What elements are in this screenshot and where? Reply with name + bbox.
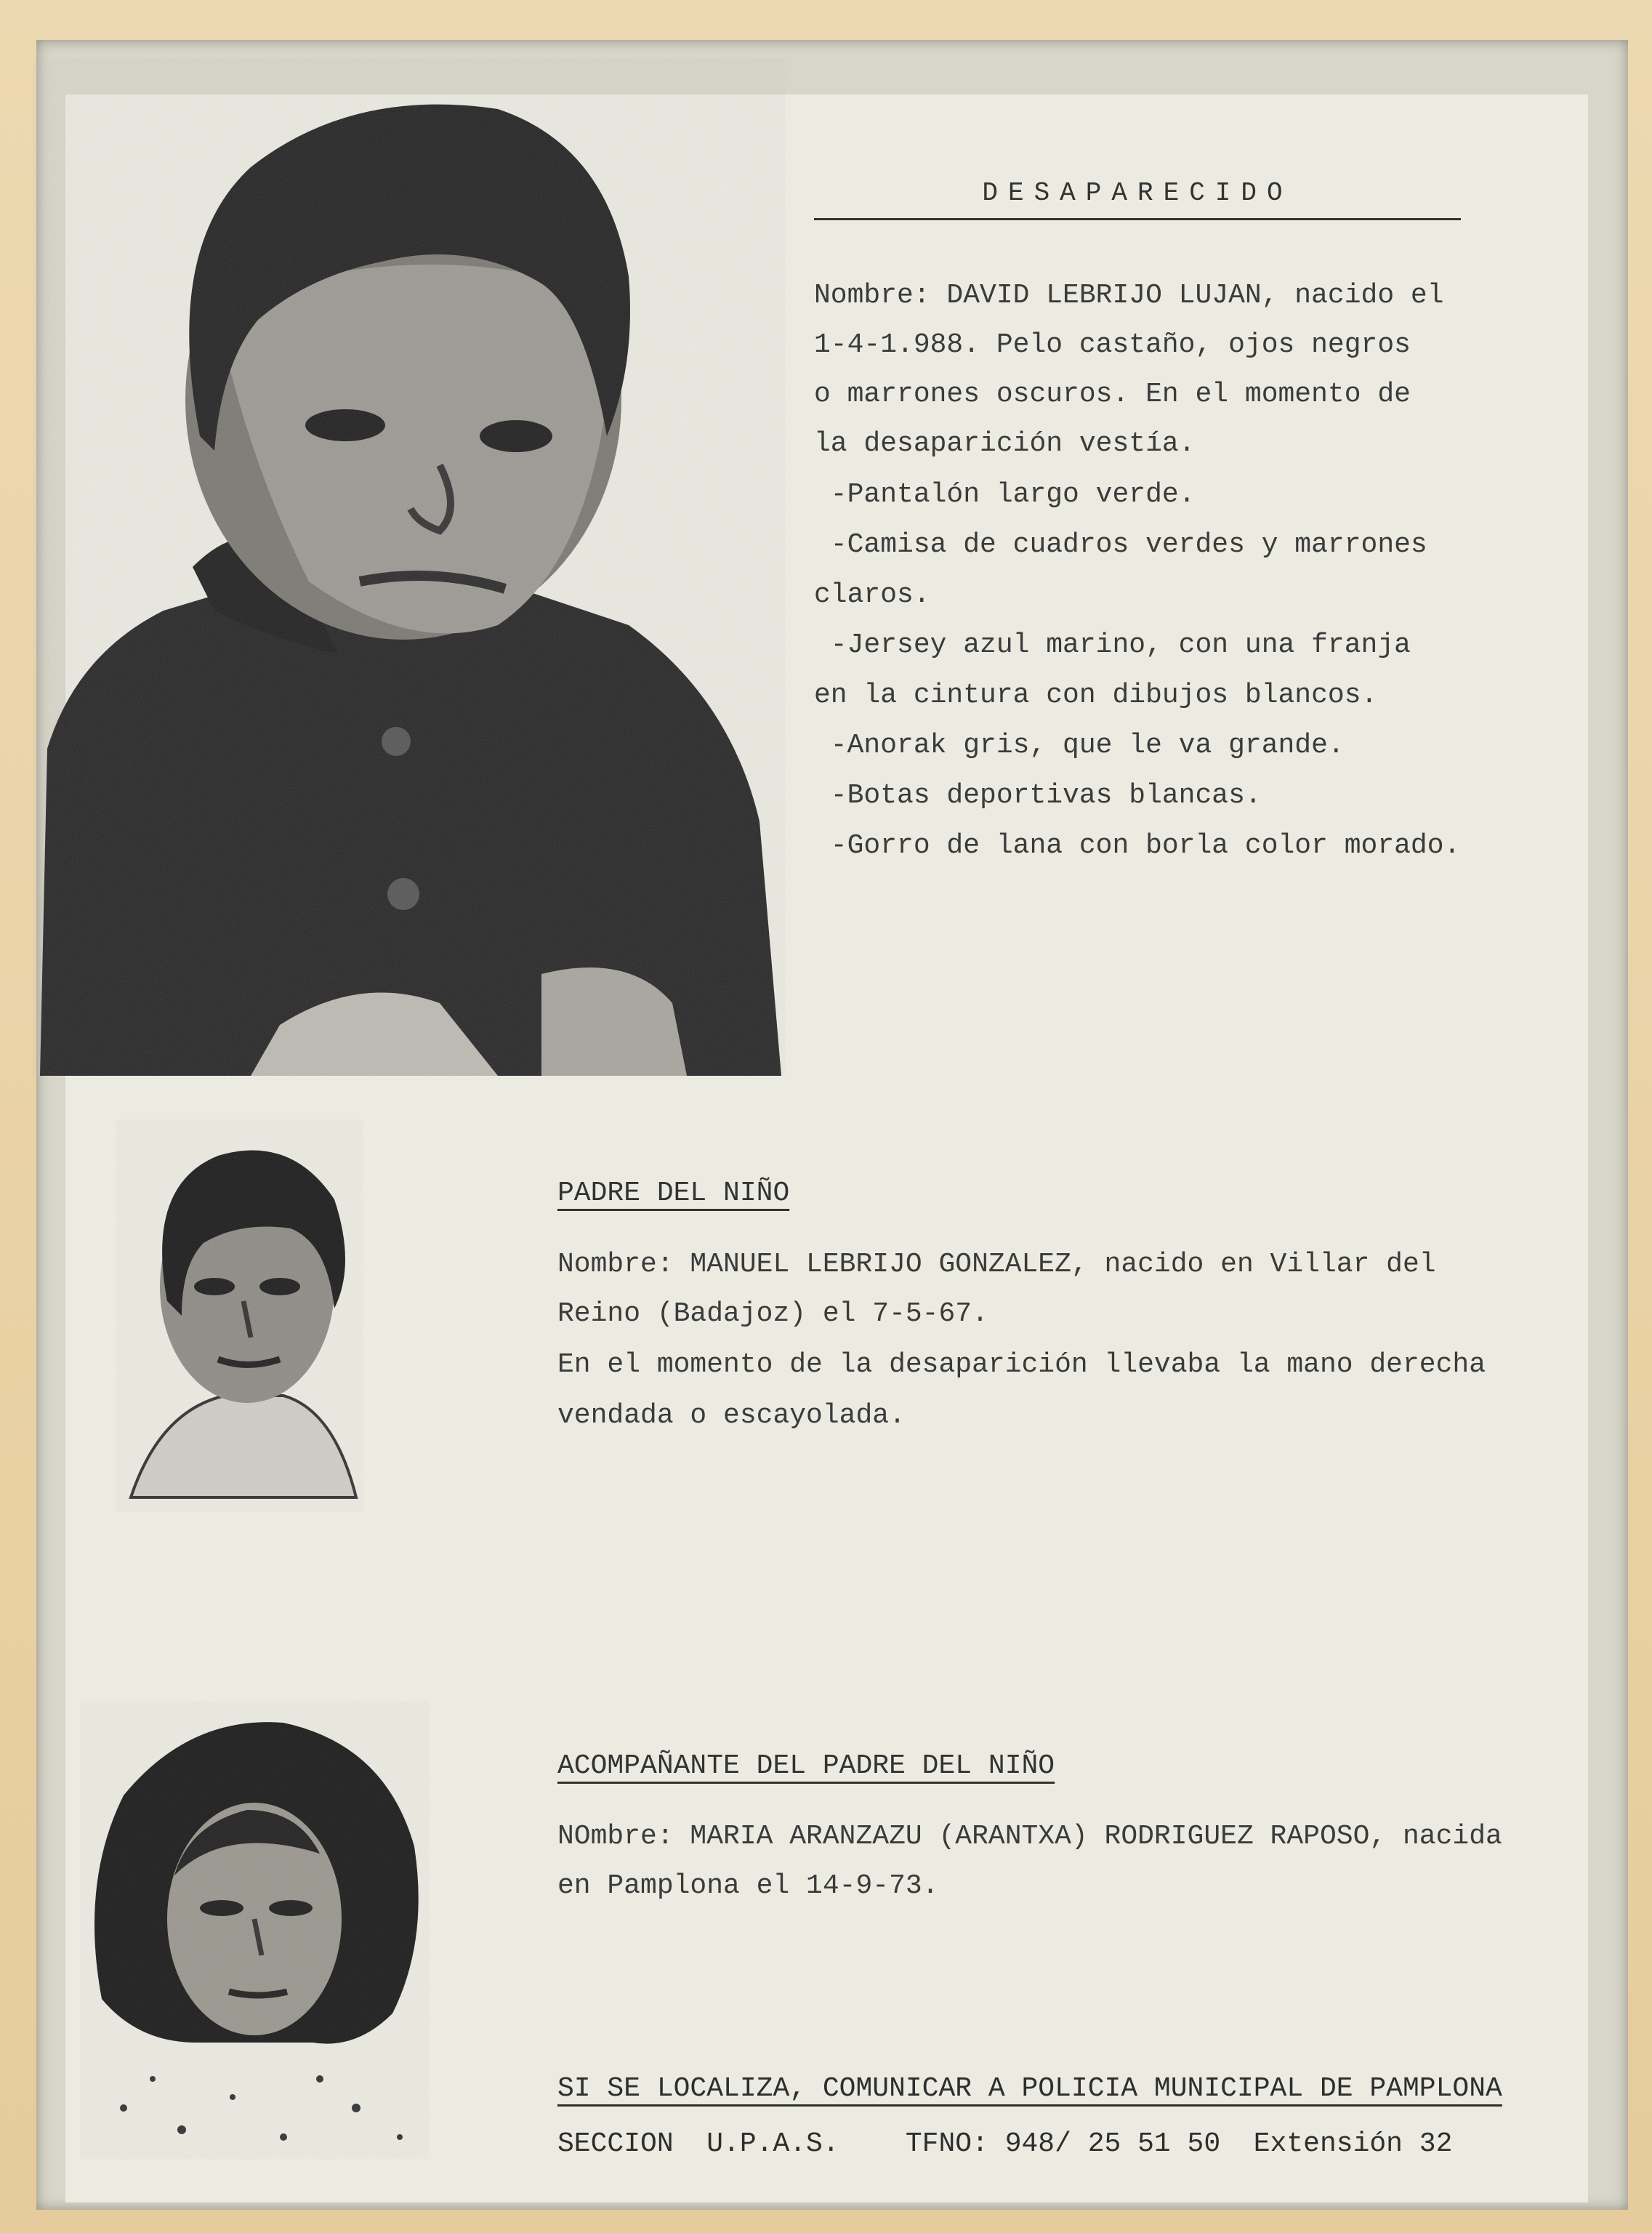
footer-contact-details: SECCION U.P.A.S. TFNO: 948/ 25 51 50 Extensión 32 bbox=[557, 2128, 1453, 2160]
companion-section-title: ACOMPAÑANTE DEL PADRE DEL NIÑO bbox=[557, 1750, 1055, 1782]
poster-heading: DESAPARECIDO bbox=[814, 178, 1461, 220]
companion-line-2: en Pamplona el 14-9-73. bbox=[557, 1870, 939, 1902]
child-line-10: -Anorak gris, que le va grande. bbox=[814, 730, 1345, 761]
companion-line-1: NOmbre: MARIA ARANZAZU (ARANTXA) RODRIGUEZ RAPOSO, nacida bbox=[557, 1821, 1502, 1852]
child-line-5: -Pantalón largo verde. bbox=[814, 479, 1196, 510]
child-line-12: -Gorro de lana con borla color morado. bbox=[814, 830, 1461, 861]
child-line-9: en la cintura con dibujos blancos. bbox=[814, 680, 1378, 711]
father-photo bbox=[116, 1119, 363, 1512]
child-line-3: o marrones oscuros. En el momento de bbox=[814, 379, 1411, 410]
child-line-1: Nombre: DAVID LEBRIJO LUJAN, nacido el bbox=[814, 280, 1444, 311]
child-line-6: -Camisa de cuadros verdes y marrones bbox=[814, 529, 1427, 560]
father-line-3: En el momento de la desaparición llevaba la mano derecha bbox=[557, 1349, 1486, 1380]
child-line-11: -Botas deportivas blancas. bbox=[814, 780, 1262, 811]
child-line-8: -Jersey azul marino, con una franja bbox=[814, 629, 1411, 661]
footer-contact-instruction: SI SE LOCALIZA, COMUNICAR A POLICIA MUNICIPAL DE PAMPLONA bbox=[557, 2073, 1502, 2104]
child-line-7: claros. bbox=[814, 579, 930, 611]
child-line-2: 1-4-1.988. Pelo castaño, ojos negros bbox=[814, 329, 1411, 361]
child-line-4: la desaparición vestía. bbox=[814, 428, 1196, 459]
companion-photo bbox=[80, 1701, 429, 2159]
father-line-2: Reino (Badajoz) el 7-5-67. bbox=[557, 1298, 988, 1329]
father-line-1: Nombre: MANUEL LEBRIJO GONZALEZ, nacido en Villar del bbox=[557, 1249, 1436, 1280]
father-section-title: PADRE DEL NIÑO bbox=[557, 1178, 790, 1209]
father-line-4: vendada o escayolada. bbox=[557, 1400, 906, 1431]
child-photo bbox=[33, 58, 785, 1076]
